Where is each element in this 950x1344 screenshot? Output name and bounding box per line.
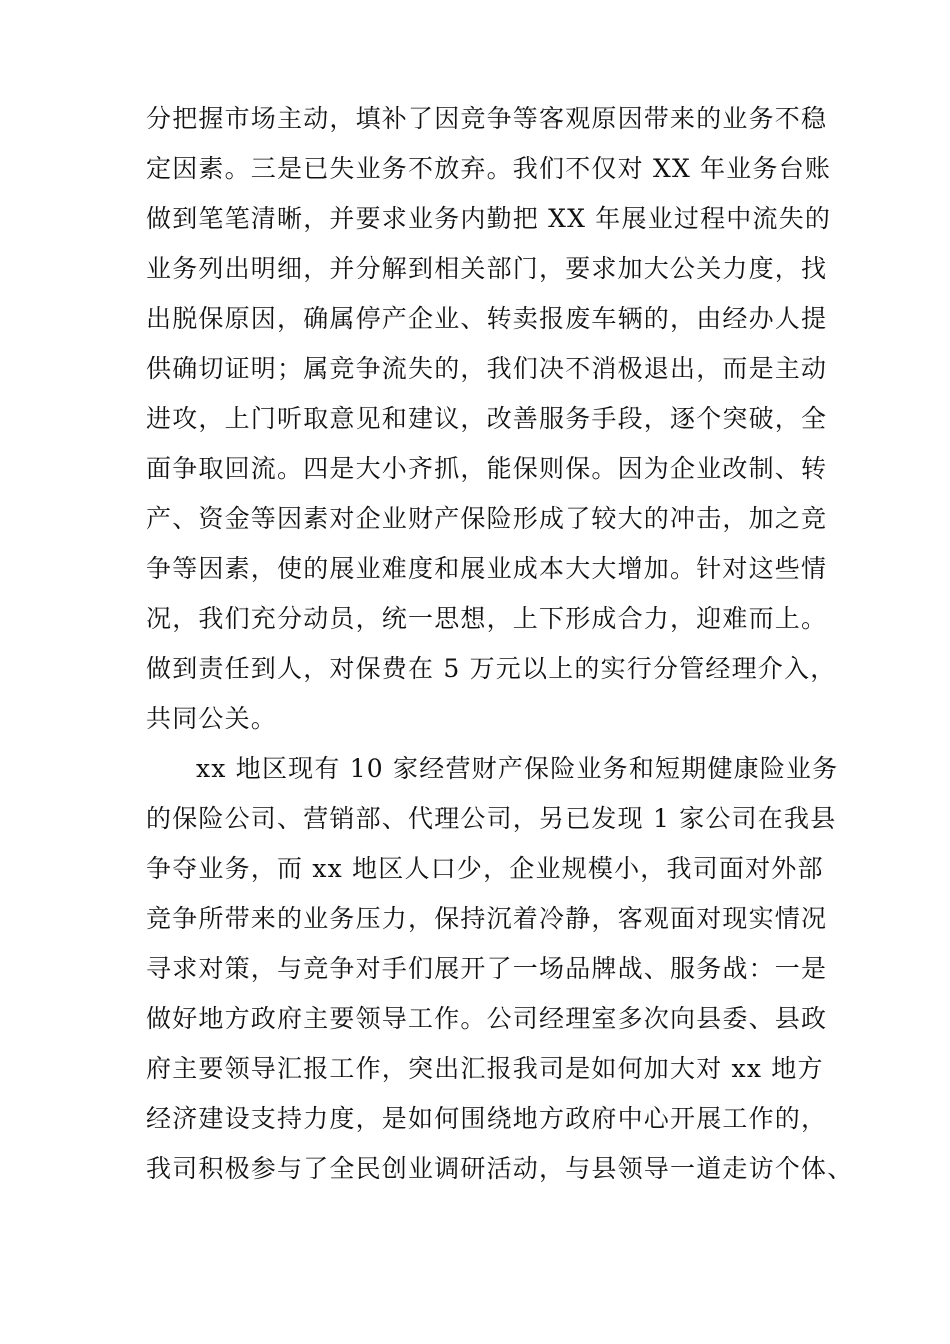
text-line: 经济建设支持力度，是如何围绕地方政府中心开展工作的， xyxy=(146,1104,828,1133)
text-line: 分把握市场主动，填补了因竞争等客观原因带来的业务不稳 xyxy=(146,104,828,133)
text-line: 出脱保原因，确属停产企业、转卖报废车辆的，由经办人提 xyxy=(146,304,828,333)
document-body xyxy=(146,94,854,1194)
text-line: 争夺业务，而 xx 地区人口少，企业规模小，我司面对外部 xyxy=(146,854,824,883)
text-line: 争等因素，使的展业难度和展业成本大大增加。针对这些情 xyxy=(146,554,828,583)
text-line: xx 地区现有 10 家经营财产保险业务和短期健康险业务 xyxy=(196,754,839,783)
text-line: 产、资金等因素对企业财产保险形成了较大的冲击，加之竞 xyxy=(146,504,828,533)
text-line: 进攻，上门听取意见和建议，改善服务手段，逐个突破，全 xyxy=(146,404,828,433)
text-line: 做好地方政府主要领导工作。公司经理室多次向县委、县政 xyxy=(146,1004,828,1033)
text-line: 的保险公司、营销部、代理公司，另已发现 1 家公司在我县 xyxy=(146,804,837,833)
paragraph-2 xyxy=(146,744,854,1194)
text-line: 况，我们充分动员，统一思想，上下形成合力，迎难而上。 xyxy=(146,604,828,633)
paragraph-1 xyxy=(146,94,846,744)
text-line: 我司积极参与了全民创业调研活动，与县领导一道走访个体、 xyxy=(146,1154,854,1183)
text-line: 业务列出明细，并分解到相关部门，要求加大公关力度，找 xyxy=(146,254,828,283)
text-line: 府主要领导汇报工作，突出汇报我司是如何加大对 xx 地方 xyxy=(146,1054,824,1083)
text-line: 共同公关。 xyxy=(146,704,278,733)
text-line: 做到笔笔清晰，并要求业务内勤把 XX 年展业过程中流失的 xyxy=(146,204,832,233)
text-line: 定因素。三是已失业务不放弃。我们不仅对 XX 年业务台账 xyxy=(146,154,832,183)
text-line: 做到责任到人，对保费在 5 万元以上的实行分管经理介入， xyxy=(146,654,837,683)
text-line: 寻求对策，与竞争对手们展开了一场品牌战、服务战：一是 xyxy=(146,954,828,983)
text-line: 供确切证明；属竞争流失的，我们决不消极退出，而是主动 xyxy=(146,354,828,383)
text-line: 面争取回流。四是大小齐抓，能保则保。因为企业改制、转 xyxy=(146,454,828,483)
text-line: 竞争所带来的业务压力，保持沉着冷静，客观面对现实情况 xyxy=(146,904,828,933)
